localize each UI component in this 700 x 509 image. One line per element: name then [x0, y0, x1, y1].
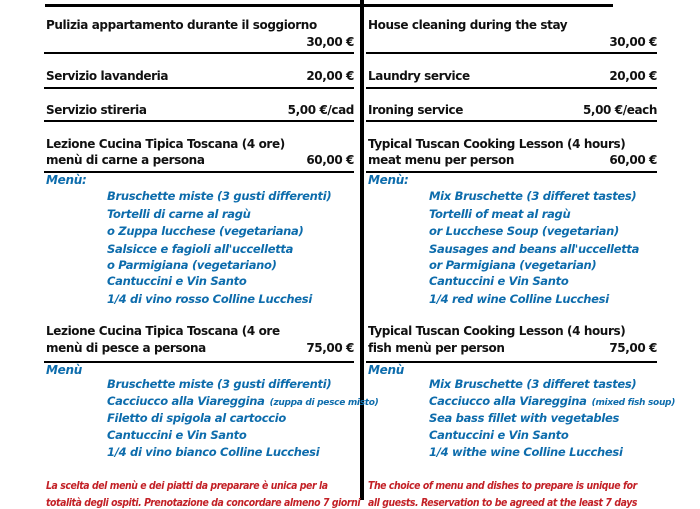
- menu-item: 1/4 di vino bianco Colline Lucchesi: [107, 445, 320, 459]
- lesson-title-line2: menù di pesce a persona: [46, 341, 206, 355]
- lesson-title-line1: Typical Tuscan Cooking Lesson (4 hours): [368, 137, 626, 151]
- menu-label: Menù:: [368, 173, 409, 187]
- note-line-clipped: all guests. Reservation to be agreed at the least 7 days: [368, 496, 638, 509]
- menu-label: Menù:: [46, 173, 87, 187]
- service-name: Ironing service: [368, 103, 463, 117]
- service-price: 30,00 €: [306, 35, 354, 49]
- menu-item: Mix Bruschette (3 differet tastes): [429, 377, 637, 391]
- menu-item: Cantuccini e Vin Santo: [107, 428, 247, 442]
- note-line: La scelta del menù e dei piatti da preparare è unica per la: [46, 479, 328, 492]
- lesson-price: 60,00 €: [609, 153, 657, 167]
- service-price: 20,00 €: [306, 69, 354, 83]
- italian-column: [46, 0, 379, 509]
- service-name: Pulizia appartamento durante il soggiorno: [46, 18, 317, 32]
- menu-item: Cacciucco alla Viareggina (mixed fish soup): [429, 394, 676, 408]
- column-divider: [360, 0, 364, 500]
- menu-item: Cantuccini e Vin Santo: [429, 428, 569, 442]
- menu-item: Tortelli of meat al ragù: [429, 207, 571, 221]
- menu-item: Cacciucco alla Viareggina (zuppa di pesce misto): [107, 394, 379, 408]
- note-line: The choice of menu and dishes to prepare is unique for: [368, 479, 637, 492]
- menu-item: Bruschette miste (3 gusti differenti): [107, 189, 332, 203]
- lesson-price: 75,00 €: [306, 341, 354, 355]
- menu-item: Bruschette miste (3 gusti differenti): [107, 377, 332, 391]
- menu-item: Tortelli di carne al ragù: [107, 207, 251, 221]
- service-price: 30,00 €: [609, 35, 657, 49]
- menu-item: 1/4 di vino rosso Colline Lucchesi: [107, 292, 312, 306]
- lesson-price: 60,00 €: [306, 153, 354, 167]
- menu-item: o Zuppa lucchese (vegetariana): [107, 224, 304, 238]
- menu-label: Menù: [368, 363, 404, 377]
- menu-item: Salsicce e fagioli all'uccelletta: [107, 242, 294, 256]
- service-name: Servizio lavanderia: [46, 69, 169, 83]
- lesson-title-line1: Lezione Cucina Tipica Toscana (4 ore: [46, 324, 280, 338]
- lesson-title-line2: meat menu per person: [368, 153, 514, 167]
- menu-item: Sea bass fillet with vegetables: [429, 411, 620, 425]
- lesson-price: 75,00 €: [609, 341, 657, 355]
- menu-item: Mix Bruschette (3 differet tastes): [429, 189, 637, 203]
- menu-item: or Parmigiana (vegetarian): [429, 258, 597, 272]
- english-column: [368, 0, 676, 509]
- note-line-clipped: totalità degli ospiti. Prenotazione da concordare almeno 7 giorni: [46, 496, 361, 509]
- menu-item: Sausages and beans all'uccelletta: [429, 242, 640, 256]
- menu-item: Filetto di spigola al cartoccio: [107, 411, 287, 425]
- service-price: 5,00 €/each: [582, 103, 657, 117]
- menu-item-note: (mixed fish soup): [591, 398, 676, 408]
- menu-item: o Parmigiana (vegetariano): [107, 258, 277, 272]
- lesson-title-line1: Lezione Cucina Tipica Toscana (4 ore): [46, 137, 285, 151]
- service-name: House cleaning during the stay: [368, 18, 568, 32]
- menu-item: Cantuccini e Vin Santo: [429, 274, 569, 288]
- service-price: 5,00 €/cad: [287, 103, 354, 117]
- menu-item: or Lucchese Soup (vegetarian): [429, 224, 619, 238]
- menu-item: Cantuccini e Vin Santo: [107, 274, 247, 288]
- menu-item: 1/4 withe wine Colline Lucchesi: [429, 445, 623, 459]
- lesson-title-line2: fish menù per person: [368, 341, 505, 355]
- service-name: Laundry service: [368, 69, 470, 83]
- service-name: Servizio stireria: [46, 103, 147, 117]
- menu-item: 1/4 red wine Colline Lucchesi: [429, 292, 609, 306]
- menu-item-note: (zuppa di pesce misto): [269, 398, 379, 408]
- lesson-title-line1: Typical Tuscan Cooking Lesson (4 hours): [368, 324, 626, 338]
- menu-label: Menù: [46, 363, 82, 377]
- service-price: 20,00 €: [609, 69, 657, 83]
- lesson-title-line2: menù di carne a persona: [46, 153, 205, 167]
